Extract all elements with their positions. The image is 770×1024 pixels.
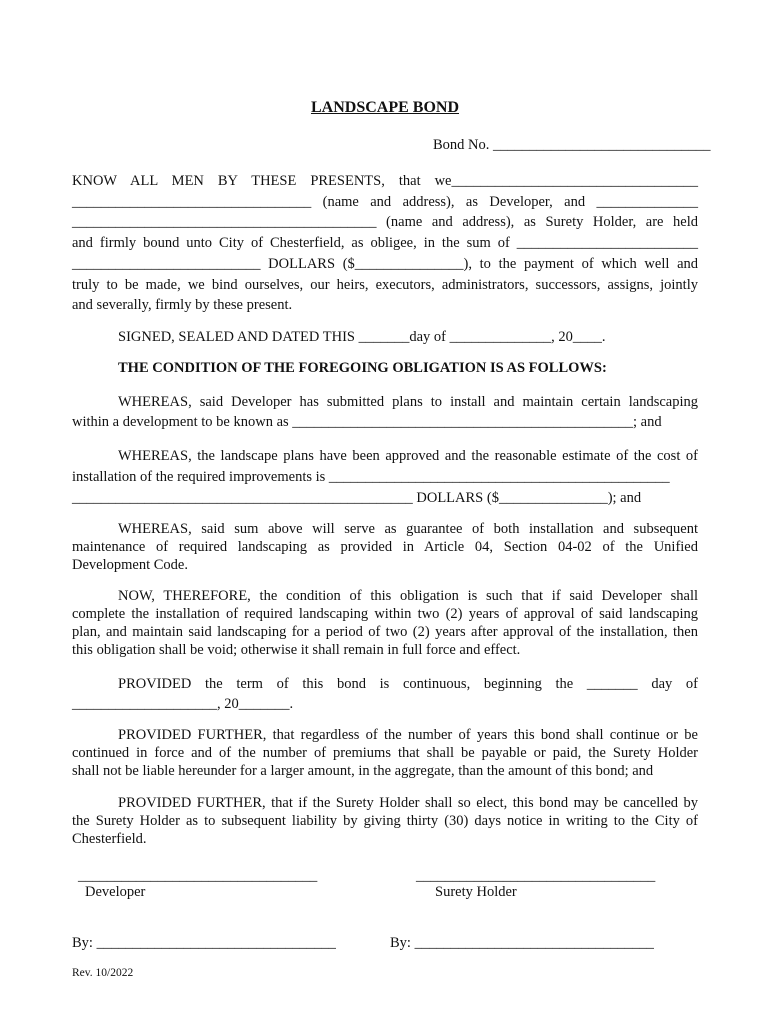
provided-further-1-line-1: PROVIDED FURTHER, that regardless of the number of years this bond shall continue or be [118, 727, 698, 743]
condition-heading: THE CONDITION OF THE FOREGOING OBLIGATION IS AS FOLLOWS: [118, 360, 607, 376]
whereas-1-line-1: WHEREAS, said Developer has submitted plans to install and maintain certain landscaping [118, 394, 698, 410]
intro-line-6: truly to be made, we bind ourselves, our heirs, executors, administrators, successors, assigns, jointly [72, 277, 698, 293]
intro-line-3: __________________________________________ (name and address), as Surety Holder, are held [72, 214, 698, 230]
intro-line-5: __________________________ DOLLARS ($_______________), to the payment of which well and [72, 256, 698, 272]
revision-note: Rev. 10/2022 [72, 967, 134, 979]
whereas-2-line-3: _______________________________________________ DOLLARS ($_______________); and [72, 490, 642, 506]
now-therefore-line-3: plan, and maintain said landscaping for a period of two (2) years after approval of the installation, then [72, 624, 698, 640]
whereas-1-line-2: within a development to be known as _______________________________________________; and [72, 414, 662, 430]
provided-further-1-line-2: continued in force and of the number of premiums that shall be payable or paid, the Surety Holder [72, 745, 698, 761]
now-therefore-line-1: NOW, THEREFORE, the condition of this obligation is such that if said Developer shall [118, 588, 698, 604]
provided-line-1: PROVIDED the term of this bond is continuous, beginning the _______ day of [118, 676, 698, 692]
developer-by-line: By: _________________________________ [72, 935, 336, 951]
whereas-2-line-2: installation of the required improvements is _______________________________________________ [72, 469, 670, 485]
now-therefore-line-2: complete the installation of required landscaping within two (2) years of approval of said landscaping [72, 606, 698, 622]
surety-signature-line: _________________________________ [416, 868, 656, 884]
signed-sealed-line: SIGNED, SEALED AND DATED THIS _______day of ______________, 20____. [118, 329, 606, 345]
provided-further-2-line-3: Chesterfield. [72, 831, 147, 847]
surety-by-line: By: _________________________________ [390, 935, 654, 951]
bond-number-field: Bond No. ______________________________ [433, 137, 711, 153]
provided-line-2: ____________________, 20_______. [72, 696, 294, 712]
provided-further-1-line-3: shall not be liable hereunder for a larger amount, in the aggregate, than the amount of this bond; and [72, 763, 654, 779]
intro-line-4: and firmly bound unto City of Chesterfield, as obligee, in the sum of _________________________ [72, 235, 698, 251]
whereas-2-line-1: WHEREAS, the landscape plans have been approved and the reasonable estimate of the cost of [118, 448, 698, 464]
provided-further-2-line-2: the Surety Holder as to subsequent liability by giving thirty (30) days notice in writing to the City of [72, 813, 698, 829]
whereas-3-line-3: Development Code. [72, 557, 188, 573]
intro-line-2: _________________________________ (name and address), as Developer, and ______________ [72, 194, 698, 210]
intro-line-7: and severally, firmly by these present. [72, 297, 293, 313]
developer-signature-line: _________________________________ [78, 868, 318, 884]
whereas-3-line-1: WHEREAS, said sum above will serve as guarantee of both installation and subsequent [118, 521, 698, 537]
whereas-3-line-2: maintenance of required landscaping as provided in Article 04, Section 04-02 of the Unified [72, 539, 698, 555]
document-title: LANDSCAPE BOND [310, 99, 459, 116]
surety-holder-label: Surety Holder [435, 884, 517, 900]
developer-label: Developer [85, 884, 146, 900]
provided-further-2-line-1: PROVIDED FURTHER, that if the Surety Holder shall so elect, this bond may be cancelled by [118, 795, 698, 811]
intro-line-1: KNOW ALL MEN BY THESE PRESENTS, that we__________________________________ [72, 173, 698, 189]
now-therefore-line-4: this obligation shall be void; otherwise it shall remain in full force and effect. [72, 642, 521, 658]
